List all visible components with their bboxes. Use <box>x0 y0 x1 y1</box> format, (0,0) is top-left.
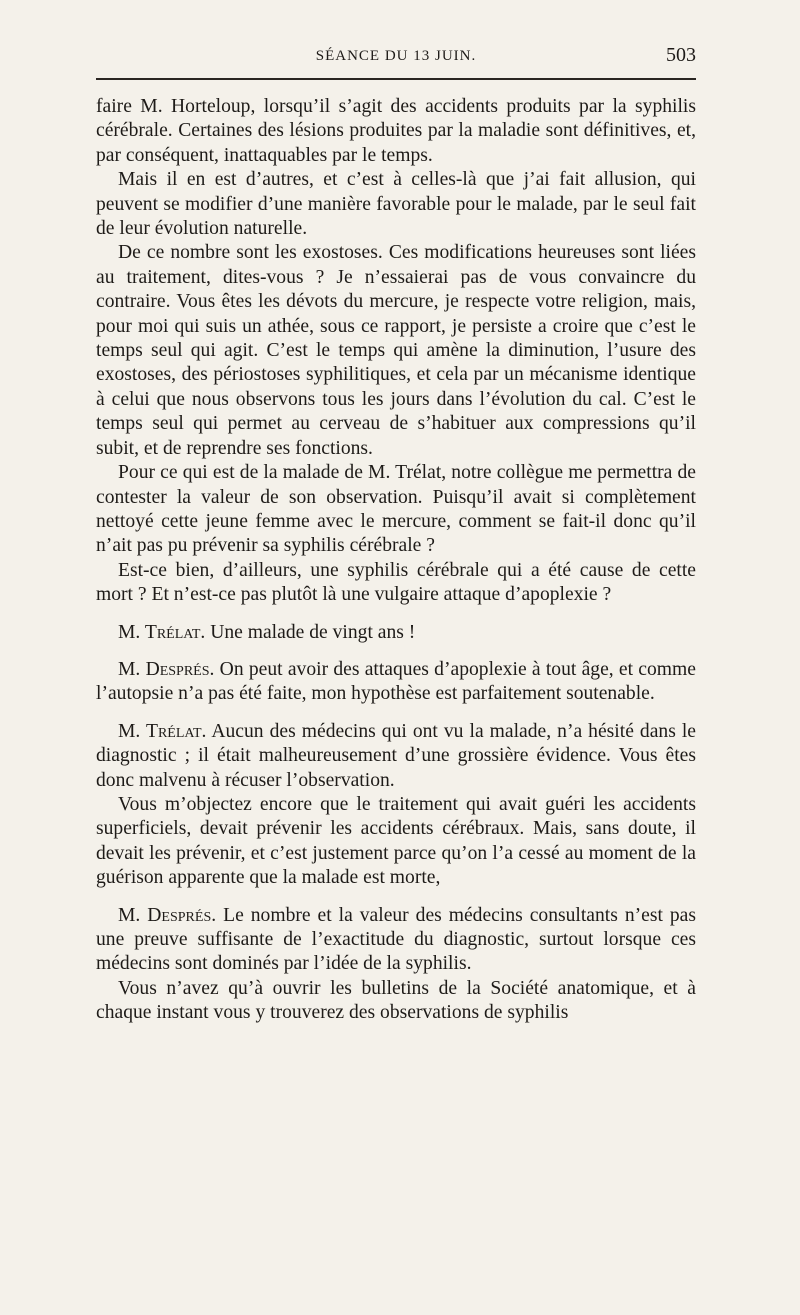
speaker-name: M. Trélat. <box>118 720 207 742</box>
paragraph-5: Est-ce bien, d’ailleurs, une syphilis cérébrale qui a été cause de cette mort ? Et n’est-ce pas plutôt là une vulgaire attaque d’apoplexie ? <box>96 559 696 606</box>
header-title: SÉANCE DU 13 JUIN. <box>315 48 477 64</box>
speaker-name: M. Trélat. <box>118 621 206 643</box>
paragraph-2: Mais il en est d’autres, et c’est à celles-là que j’ai fait allusion, qui peuvent se modifier d’une manière favorable pour le malade, par le seul fait de leur évolution naturelle. <box>96 169 696 240</box>
paragraph-9: Vous m’objectez encore que le traitement qui avait guéri les accidents superficiels, devait prévenir les accidents cérébraux. Mais, sans doute, il devait les prévenir, et c’est justement parce qu’on l’a cessé au moment de la guérison apparente que la malade est morte, <box>96 793 696 889</box>
paragraph-1: faire M. Horteloup, lorsqu’il s’agit des accidents produits par la syphilis cérébrale. Certaines des lésions produites par la maladie sont définitives, et, par conséquent, inattaquables par le temps. <box>96 96 696 166</box>
paragraph-3: De ce nombre sont les exostoses. Ces modifications heureuses sont liées au traitement, dites-vous ? Je n’essaierai pas de vous convaincre du contraire. Vous êtes les dévots du mercure, je respecte votre religion, mais, pour moi qui suis un athée, sous ce rapport, je persiste a croire que c’est le temps seul qui agit. C’est le temps qui amène la diminution, l’usure des exostoses, des périostoses syphilitiques, et cela par un mécanisme identique à celui que nous observons tous les jours dans l’évolution du cal. C’est le temps seul qui permet au cerveau de s’habituer aux compressions qu’il subit, et de reprendre ses fonctions. <box>96 242 696 459</box>
speech-depres-1: M. Després. On peut avoir des attaques d’apoplexie à tout âge, et comme l’autopsie n’a pas été faite, mon hypothèse est parfaitement soutenable. <box>96 658 696 705</box>
paragraph-11: Vous n’avez qu’à ouvrir les bulletins de la Société anatomique, et à chaque instant vous y trouverez des observations de syphilis <box>96 977 696 1024</box>
running-header <box>96 44 696 74</box>
body-text <box>96 95 696 1026</box>
paragraph-4: Pour ce qui est de la malade de M. Trélat, notre collègue me permettra de contester la valeur de son observation. Puisqu’il avait si complètement nettoyé cette jeune femme avec le mercure, comment se fait-il donc qu’il n’ait pas pu prévenir sa syphilis cérébrale ? <box>96 462 696 557</box>
header-rule <box>96 78 696 80</box>
speaker-name: M. Després. <box>118 658 215 680</box>
speech-trelat-1: M. Trélat. Une malade de vingt ans ! <box>118 621 416 643</box>
speech-trelat-2: M. Trélat. Aucun des médecins qui ont vu la malade, n’a hésité dans le diagnostic ; il était malheureusement d’une grossière évidence. Vous êtes donc malvenu à récuser l’observation. <box>96 720 696 791</box>
page-number: 503 <box>666 44 696 66</box>
speech-depres-2: M. Després. Le nombre et la valeur des médecins consultants n’est pas une preuve suffisante de l’exactitude du diagnostic, surtout lorsque ces médecins sont dominés par l’idée de la syphilis. <box>96 904 696 975</box>
speaker-name: M. Després. <box>118 904 217 926</box>
